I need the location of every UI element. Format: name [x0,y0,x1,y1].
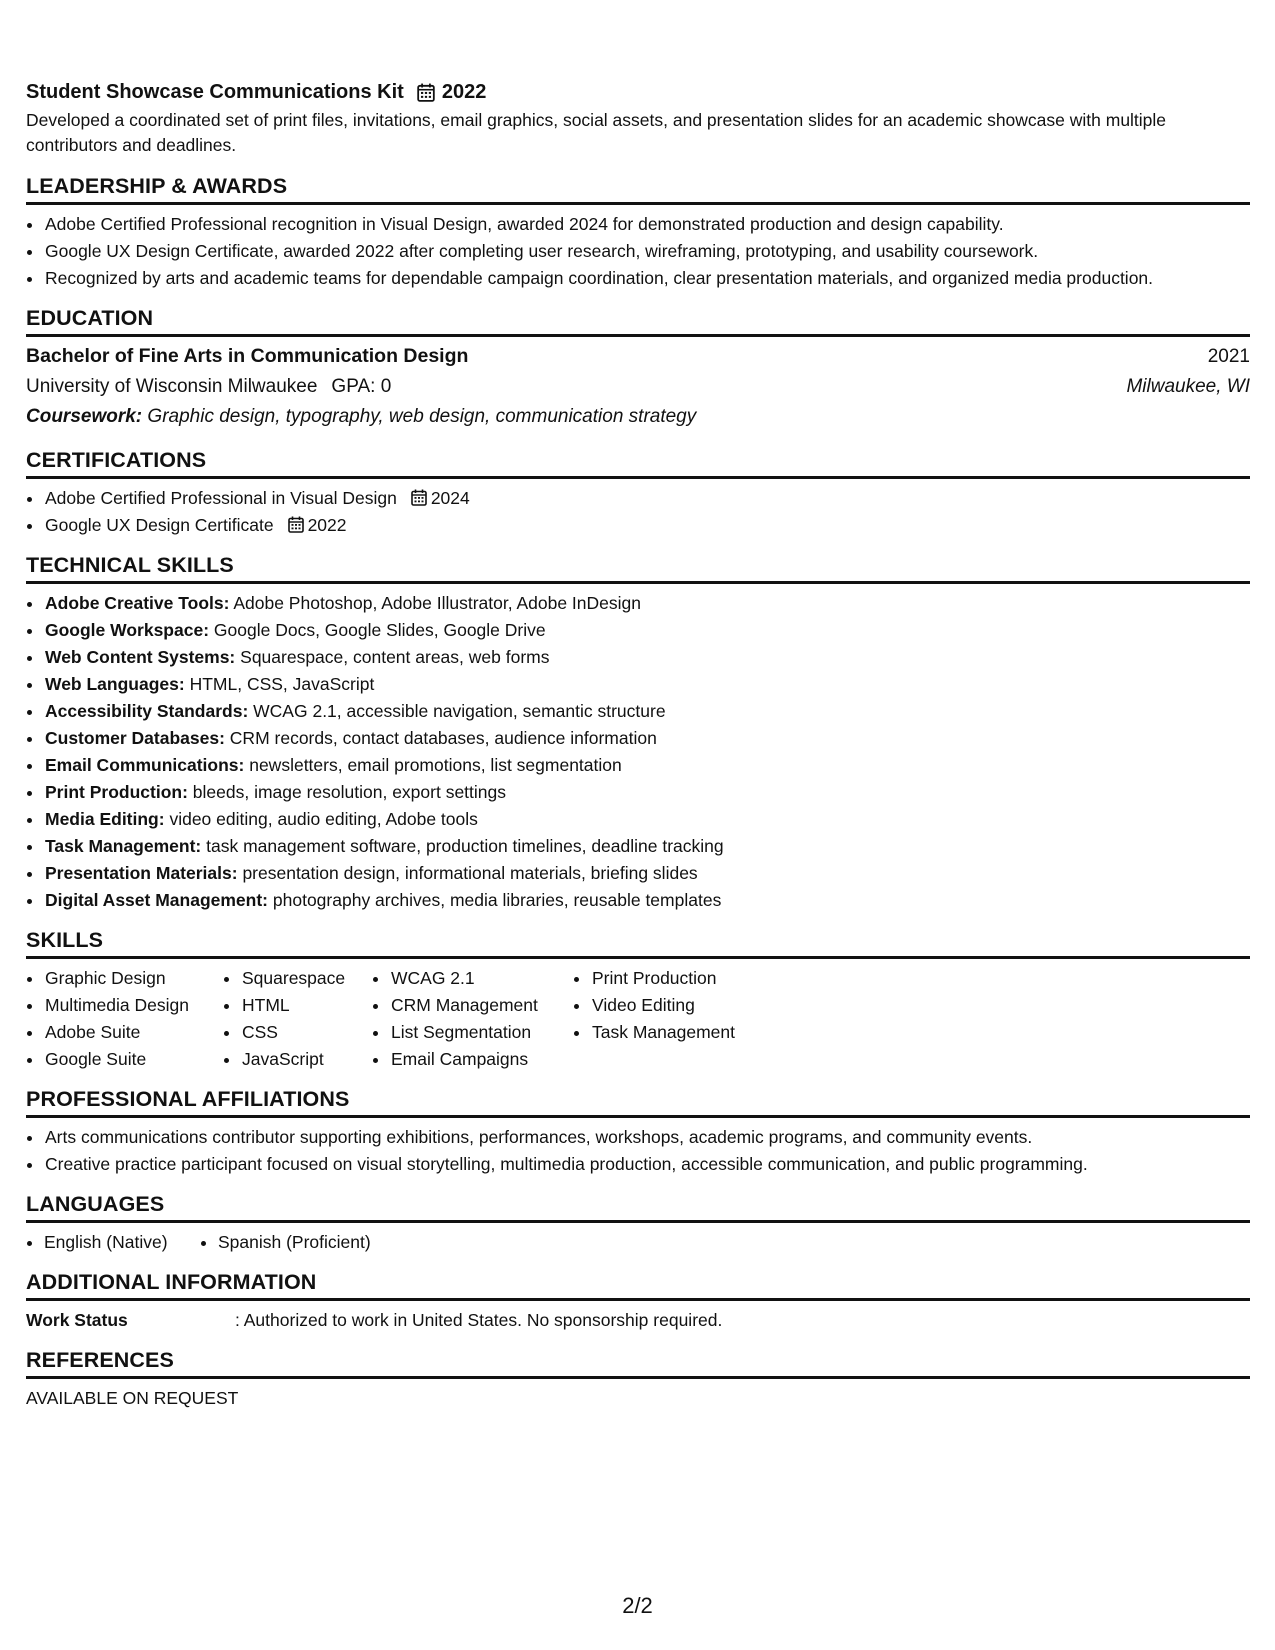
list-item: • Email Campaigns [390,1046,573,1073]
list-item: • Task Management [591,1019,811,1046]
skill-values: bleeds, image resolution, export settings [192,782,507,802]
list-item: • Multimedia Design [44,992,223,1019]
skill-category: Web Languages: [45,674,185,694]
skill-category: Google Workspace: [45,620,210,640]
skills-grid [26,965,1250,1073]
work-status-row [26,1307,1250,1334]
skills-column-1 [26,965,223,1073]
skill-category: Web Content Systems: [45,647,236,667]
skill-values: newsletters, email promotions, list segmentation [249,755,622,775]
list-item [44,671,1250,698]
list-item: • Adobe Certified Professional recognition in Visual Design, awarded 2024 for demonstrated production and design capability. [44,211,1250,238]
skill-values: Squarespace, content areas, web forms [240,647,550,667]
page-number: 2/2 [622,1593,653,1618]
list-item [44,698,1250,725]
technical-skills-heading: TECHNICAL SKILLS [26,553,1250,584]
skill-values: WCAG 2.1, accessible navigation, semantic structure [253,701,666,721]
list-item [44,485,1250,512]
languages-row [26,1229,1250,1256]
skills-heading: SKILLS [26,928,1250,959]
skill-category: Presentation Materials: [45,863,238,883]
skill-category: Digital Asset Management: [45,890,269,910]
list-item: • HTML [241,992,372,1019]
list-item: • Squarespace [241,965,372,992]
project-title-row [26,78,1250,106]
leadership-heading: LEADERSHIP & AWARDS [26,174,1250,205]
skills-section [26,928,1250,1073]
references-heading: REFERENCES [26,1348,1250,1379]
project-description: Developed a coordinated set of print files, invitations, email graphics, social assets, and presentation slides for an academic showcase with multiple contributors and deadlines. [26,110,1167,155]
cert-year: 2024 [430,488,470,508]
list-item [44,512,1250,539]
list-item: • CRM Management [390,992,573,1019]
school-info [26,372,391,402]
skill-category: Adobe Creative Tools: [45,593,230,613]
coursework [26,402,1250,432]
affiliations-list [26,1124,1250,1178]
skill-values: Google Docs, Google Slides, Google Drive [213,620,546,640]
list-item [44,644,1250,671]
certifications-section [26,448,1250,539]
list-item: • English (Native) [44,1229,200,1256]
list-item [44,725,1250,752]
list-item: • Adobe Suite [44,1019,223,1046]
skill-category: Media Editing: [45,809,165,829]
languages-list-1 [26,1229,200,1256]
skill-values: photography archives, media libraries, reusable templates [272,890,722,910]
list-item [44,617,1250,644]
list-item [44,860,1250,887]
list-item: • Graphic Design [44,965,223,992]
project-title: Student Showcase Communications Kit [26,80,404,103]
technical-skills-list [26,590,1250,914]
list-item: • Arts communications contributor supporting exhibitions, performances, workshops, academic programs, and community events. [44,1124,1250,1151]
cert-year: 2022 [307,515,347,535]
additional-section [26,1270,1250,1334]
languages-heading: LANGUAGES [26,1192,1250,1223]
coursework-label: Coursework: [26,406,143,427]
education-school-row [26,372,1250,402]
project-year: 2022 [441,80,487,103]
skill-values: video editing, audio editing, Adobe tools [169,809,478,829]
education-heading: EDUCATION [26,306,1250,337]
list-item [44,806,1250,833]
work-status-label: Work Status [26,1310,128,1330]
skill-category: Accessibility Standards: [45,701,249,721]
skill-values: task management software, production timelines, deadline tracking [206,836,724,856]
skills-column-2 [223,965,372,1073]
cert-name: Adobe Certified Professional in Visual Design [45,488,397,508]
gpa: GPA: 0 [331,376,392,397]
project-entry [26,78,1250,158]
skill-values: CRM records, contact databases, audience information [229,728,657,748]
degree-year: 2021 [1207,346,1250,367]
affiliations-section [26,1087,1250,1178]
list-item [44,752,1250,779]
languages-list-2 [200,1229,371,1256]
list-item [44,779,1250,806]
certifications-heading: CERTIFICATIONS [26,448,1250,479]
skill-category: Print Production: [45,782,188,802]
school-location: Milwaukee, WI [1126,376,1250,397]
certifications-list [26,485,1250,539]
list-item: • List Segmentation [390,1019,573,1046]
list-item: • CSS [241,1019,372,1046]
skills-column-3 [372,965,573,1073]
skill-category: Email Communications: [45,755,245,775]
list-item: • Video Editing [591,992,811,1019]
school-name: University of Wisconsin Milwaukee [26,376,318,397]
skill-category: Customer Databases: [45,728,225,748]
additional-heading: ADDITIONAL INFORMATION [26,1270,1250,1301]
list-item: • Recognized by arts and academic teams for dependable campaign coordination, clear presentation materials, and organized media production. [44,265,1250,292]
list-item: • Print Production [591,965,811,992]
list-item [44,833,1250,860]
leadership-section [26,174,1250,292]
skill-values: HTML, CSS, JavaScript [189,674,375,694]
list-item: • JavaScript [241,1046,372,1073]
work-status-value: : Authorized to work in United States. No sponsorship required. [235,1310,723,1330]
education-degree-row [26,341,1250,372]
list-item: • Spanish (Proficient) [218,1229,371,1256]
skill-values: Adobe Photoshop, Adobe Illustrator, Adobe InDesign [233,593,642,613]
calendar-icon [417,83,435,102]
references-text: AVAILABLE ON REQUEST [26,1388,239,1408]
skill-category: Task Management: [45,836,202,856]
coursework-text: Graphic design, typography, web design, communication strategy [147,406,697,427]
list-item: • WCAG 2.1 [390,965,573,992]
leadership-list [26,211,1250,292]
calendar-icon [288,516,304,533]
list-item [44,887,1250,914]
list-item: • Google UX Design Certificate, awarded 2022 after completing user research, wireframing, prototyping, and usability coursework. [44,238,1250,265]
degree-title: Bachelor of Fine Arts in Communication Design [26,345,469,367]
skills-column-4 [573,965,811,1073]
resume-page [26,78,1250,1412]
education-section [26,306,1250,432]
technical-skills-section [26,553,1250,914]
skill-values: presentation design, informational materials, briefing slides [242,863,698,883]
list-item [44,590,1250,617]
cert-name: Google UX Design Certificate [45,515,274,535]
list-item: • Google Suite [44,1046,223,1073]
list-item: • Creative practice participant focused on visual storytelling, multimedia production, accessible communication, and public programming. [44,1151,1250,1178]
calendar-icon [411,489,427,506]
languages-section [26,1192,1250,1256]
references-section [26,1348,1250,1412]
affiliations-heading: PROFESSIONAL AFFILIATIONS [26,1087,1250,1118]
